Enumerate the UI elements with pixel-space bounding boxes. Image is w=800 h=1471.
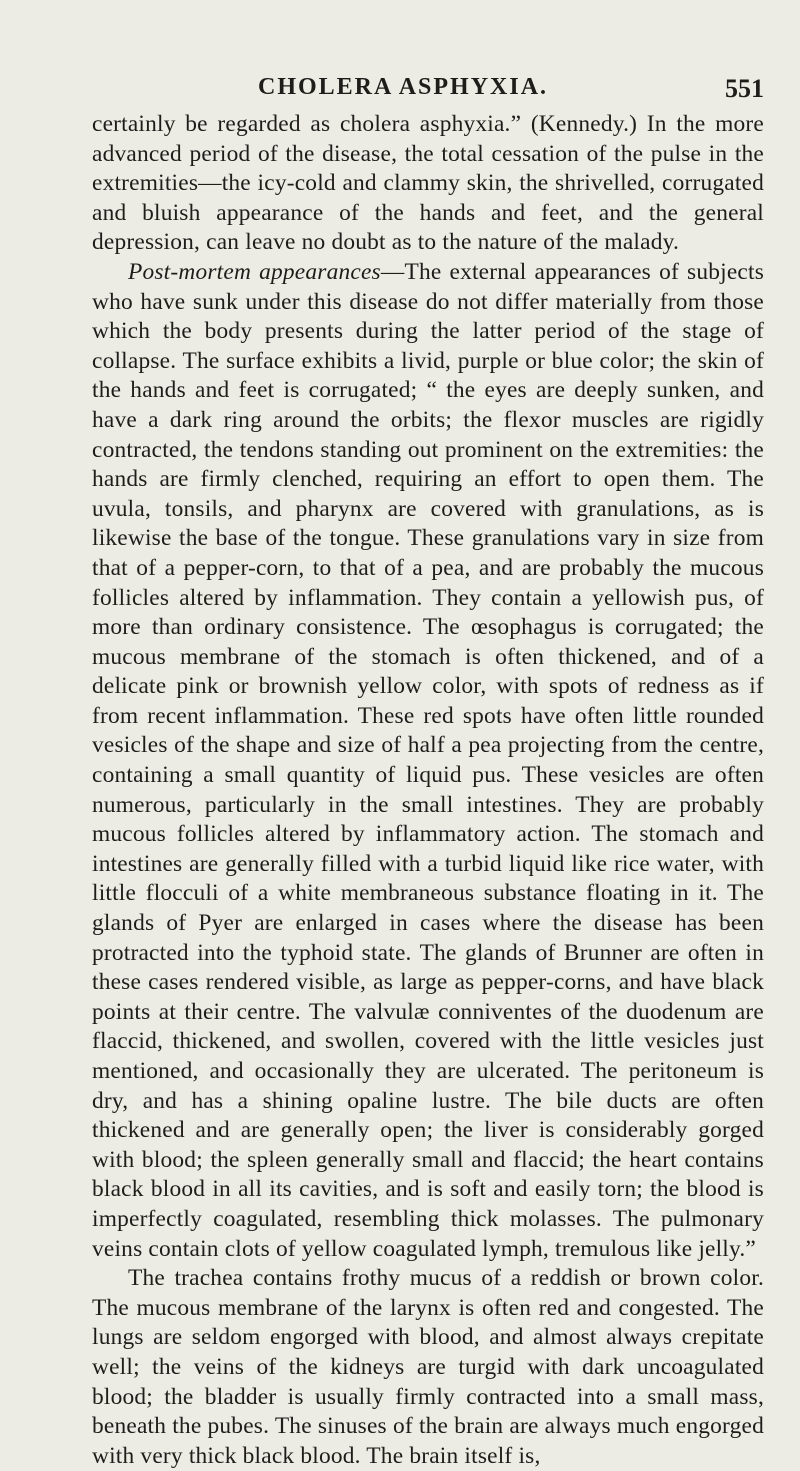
post-mortem-heading: Post-mortem appearances [128,258,381,285]
paragraph-3-text: The trachea contains frothy mucus of a reddish or brown color. The mucous membrane of the larynx is often red and congested. The lungs are seldom engorged with blood, and almost always crepitate well; the veins of the kidneys are turgid with dark uncoagulated blood; the bladder is usually firmly contracted into a small mass, beneath the pubes. The sinuses of the brain are always much engorged with very thick black blood. The brain itself is, [92,1265,764,1469]
paragraph-3 [92,1264,764,1471]
paragraph-2-text: —The external appearances of subjects who have sunk under this disease do not differ materially from those which the body presents during the latter period of the stage of collapse. The surface exhibits a livid, purple or blue color; the skin of the hands and feet is corrugated; “ the eyes are deeply sunken, and have a dark ring around the orbits; the flexor muscles are rigidly contracted, the tendons standing out prominent on the extremities: the hands are firmly clenched, requiring an effort to open them. The uvula, tonsils, and pharynx are covered with granulations, as is likewise the base of the tongue. These granulations vary in size from that of a pepper-corn, to that of a pea, and are probably the mucous follicles altered by inflammation. They contain a yellowish pus, of more than ordinary consistence. The œsophagus is corrugated; the mucous membrane of the stomach is often thickened, and of a delicate pink or brownish yellow color, with spots of redness as if from recent inflammation. These red spots have often little rounded vesicles of the shape and size of half a pea projecting from the centre, containing a small quantity of liquid pus. These vesicles are often numerous, particularly in the small intestines. They are probably mucous follicles altered by inflammatory action. The stomach and intestines are generally filled with a turbid liquid like rice water, with little flocculi of a white membraneous substance floating in it. The glands of Pyer are enlarged in cases where the disease has been protracted into the typhoid state. The glands of Brunner are often in these cases rendered visible, as large as pepper-corns, and have black points at their centre. The valvulæ conniventes of the duodenum are flaccid, thickened, and swollen, covered with the little vesicles just mentioned, and occasionally they are ulcerated. The peritoneum is dry, and has a shining opaline lustre. The bile ducts are often thickened and are generally open; the liver is considerably gorged with blood; the spleen generally small and flaccid; the heart contains black blood in all its cavities, and is soft and easily torn; the blood is imperfectly coagulated, resembling thick molasses. The pulmonary veins contain clots of yellow coagulated lymph, tremulous like jelly.” [92,258,765,1262]
paragraph-1 [92,110,764,258]
body-text [92,110,764,1471]
running-head: CHOLERA ASPHYXIA. [258,74,549,100]
page-number: 551 [725,74,764,103]
paragraph-1-text: certainly be regarded as cholera asphyxia.” (Kennedy.) In the more advanced period of the disease, the total cessation of the pulse in the extremities—the icy-cold and clammy skin, the shrivelled, corrugated and bluish appearance of the hands and feet, and the general depression, can leave no doubt as to the nature of the malady. [92,111,764,256]
paragraph-2 [92,258,764,1264]
